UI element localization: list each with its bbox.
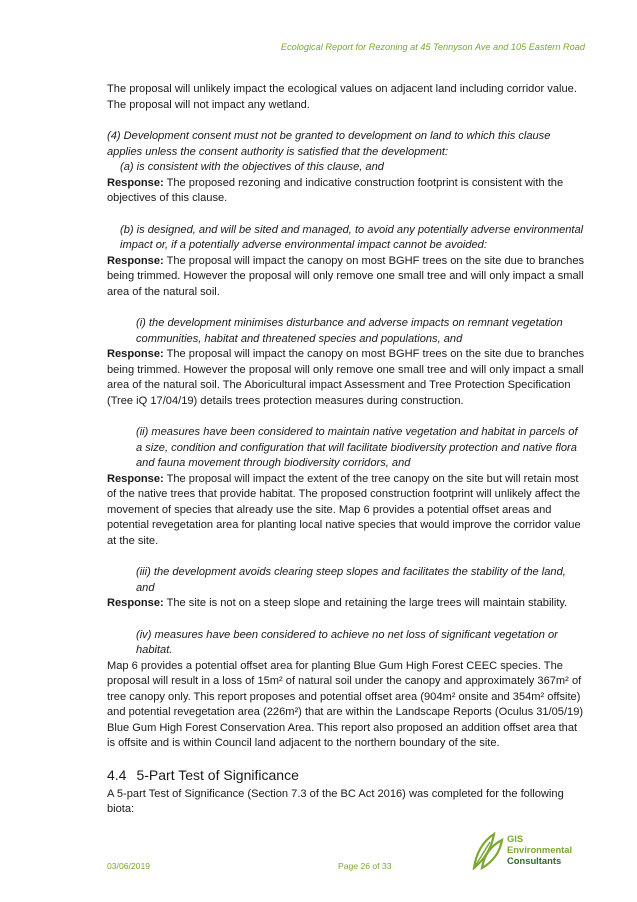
section-heading xyxy=(107,766,585,784)
clause-a: (a) is consistent with the objectives of this clause, and xyxy=(120,161,384,173)
response-ii-text: The proposal will impact the extent of the tree canopy on the site but will retain most of the native trees that provide habitat. The proposed construction footprint will unlikely affect the movement of species that already use the site. Map 6 provides a potential offset areas and potential revegetation area for planting local native species that would improve the corridor value at the site. xyxy=(107,472,581,547)
response-label: Response: xyxy=(107,176,164,189)
response-i xyxy=(107,347,585,409)
page-header: Ecological Report for Rezoning at 45 Tennyson Ave and 105 Eastern Road xyxy=(280,42,585,52)
clause-i: (i) the development minimises disturbance and adverse impacts on remnant vegetation communities, habitat and threatened species and populations, and xyxy=(136,317,563,345)
response-iii xyxy=(107,596,585,612)
response-label: Response: xyxy=(107,254,164,267)
leaf-logo-icon xyxy=(470,828,506,870)
clause-ii: (ii) measures have been considered to maintain native vegetation and habitat in parcels of a size, condition and configuration that will facilitate biodiversity protection and native flora and fauna movement through biodiversity corridors, and xyxy=(136,426,578,469)
response-label: Response: xyxy=(107,597,164,609)
response-label: Response: xyxy=(107,348,164,360)
document-body xyxy=(107,82,585,818)
clause-iv: (iv) measures have been considered to achieve no net loss of significant vegetation or habitat. xyxy=(136,628,558,656)
response-a-text: The proposed rezoning and indicative construction footprint is consistent with the objectives of this clause. xyxy=(107,176,564,204)
response-iii-text: The site is not on a steep slope and retaining the large trees will maintain stability. xyxy=(163,597,568,609)
response-label: Response: xyxy=(107,472,164,485)
logo-line-3: Consultants xyxy=(507,855,562,866)
response-b xyxy=(107,254,585,301)
footer-date: 03/06/2019 xyxy=(107,861,151,871)
footer-page-number: Page 26 of 33 xyxy=(338,861,392,871)
clause-b: (b) is designed, and will be sited and managed, to avoid any potentially adverse environmental impact or, if a potentially adverse environmental impact cannot be avoided: xyxy=(120,223,584,251)
logo-line-1: GIS xyxy=(507,833,524,844)
clause-4: (4) Development consent must not be granted to development on land to which this clause applies unless the consent authority is satisfied that the development: xyxy=(107,130,551,158)
logo-line-2: Environmental xyxy=(507,844,573,855)
paragraph-map6: Map 6 provides a potential offset area for planting Blue Gum High Forest CEEC species. The proposal will result in a loss of 15m² of natural soil under the canopy and approximately 367m² of tree canopy only. This report proposes and potential offset area (904m² onsite and 354m² offsite) and potential revegetation area (226m²) that are within the Landscape Reports (Oculus 31/05/19) Blue Gum High Forest Conservation Area. This report also proposed an addition offset area that is offsite and is within Council land adjacent to the northern boundary of the site. xyxy=(107,659,584,749)
company-logo xyxy=(470,828,590,874)
response-i-text: The proposal will impact the canopy on most BGHF trees on the site due to branches being trimmed. However the proposal will only remove one small tree and will only impact a small area of the natural soil. The Aboricultural impact Assessment and Tree Protection Specification (Tree iQ 17/04/19) details trees protection measures during construction. xyxy=(107,348,585,407)
response-b-text: The proposal will impact the canopy on most BGHF trees on the site due to branches being trimmed. However the proposal will only remove one small tree and will only impact a small area of the natural soil. xyxy=(107,254,585,298)
section-number: 4.4 xyxy=(107,766,127,783)
response-a xyxy=(107,176,585,207)
paragraph-test-intro: A 5-part Test of Significance (Section 7.3 of the BC Act 2016) was completed for the following biota: xyxy=(107,787,564,815)
clause-iii: (iii) the development avoids clearing steep slopes and facilitates the stability of the land, and xyxy=(136,566,566,594)
response-ii xyxy=(107,472,585,550)
section-title: 5-Part Test of Significance xyxy=(136,766,299,783)
paragraph-adjacent-land: The proposal will unlikely impact the ecological values on adjacent land including corridor value. The proposal will not impact any wetland. xyxy=(107,83,577,111)
